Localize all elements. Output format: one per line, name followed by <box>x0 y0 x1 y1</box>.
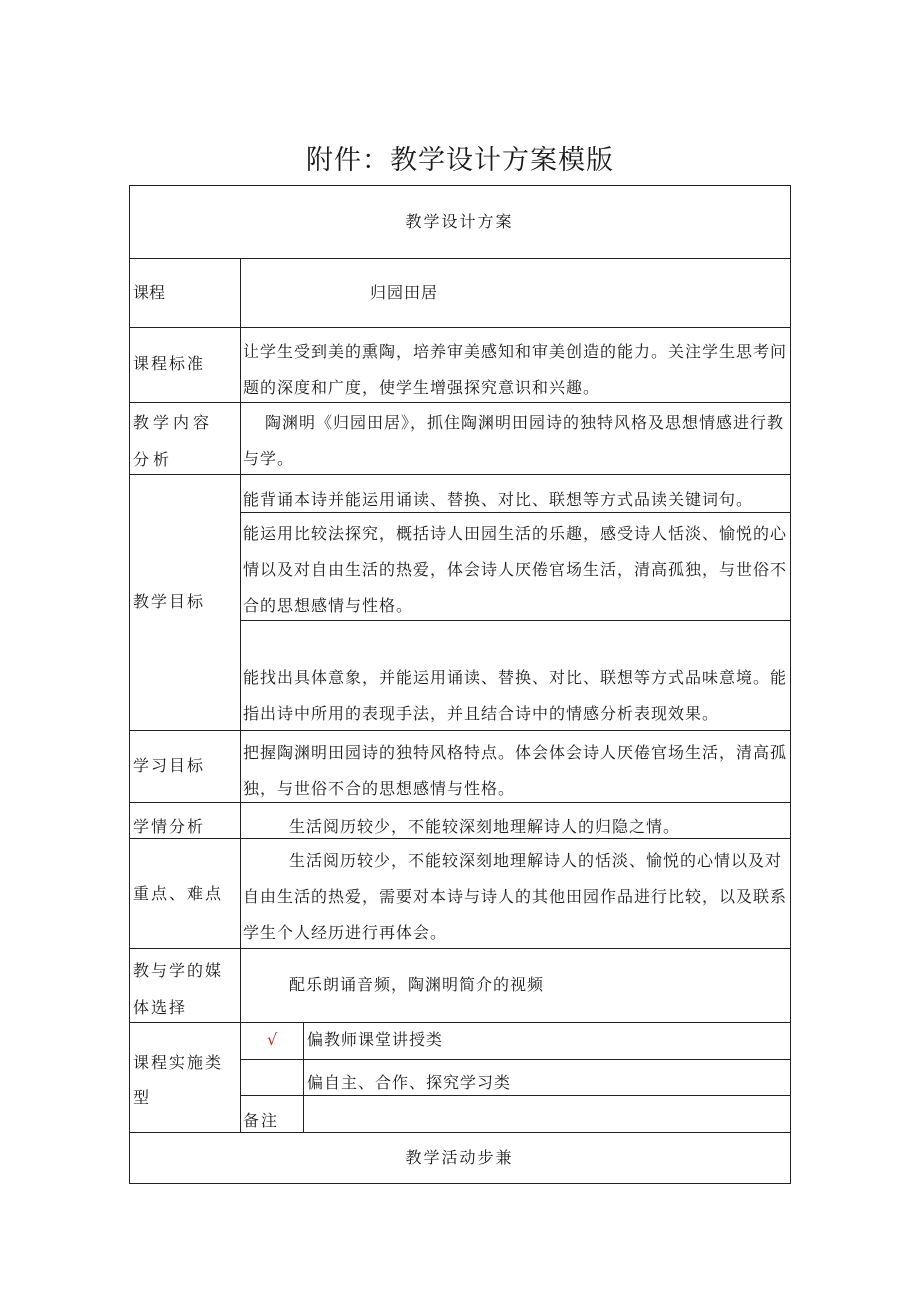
student-analysis-value: 生活阅历较少，不能较深刻地理解诗人的归隐之情。 <box>289 817 681 836</box>
standard-value: 让学生受到美的熏陶，培养审美感知和审美创造的能力。关注学生思考问题的深度和广度，使学生增强探究意识和兴趣。 <box>243 342 788 397</box>
row-divider <box>129 1132 790 1133</box>
content-label-line2: 分析 <box>133 450 174 469</box>
remark-label: 备注 <box>243 1111 280 1130</box>
row-divider <box>129 258 790 259</box>
learning-goals-label: 学习目标 <box>133 756 206 775</box>
media-value: 配乐朗诵音频，陶渊明简介的视频 <box>289 975 545 994</box>
check-mark-icon: √ <box>267 1030 278 1049</box>
teaching-goals-label: 教学目标 <box>133 592 206 611</box>
document-title: 附件：教学设计方案模版 <box>306 145 614 176</box>
column-divider <box>240 258 241 1132</box>
course-label: 课程 <box>133 283 166 302</box>
row-divider <box>129 327 790 328</box>
column-divider <box>303 1022 304 1132</box>
learning-goals-value: 把握陶渊明田园诗的独特风格特点。体会体会诗人厌倦官场生活，清高孤独，与世俗不合的思想感情与性格。 <box>243 743 788 798</box>
course-type-label-line1: 课程实施类 <box>133 1053 224 1072</box>
type-divider <box>240 1059 790 1060</box>
media-label-line1: 教与学的媒 <box>133 961 224 980</box>
course-value: 归园田居 <box>370 283 439 302</box>
teaching-goal-item: 能找出具体意象，并能运用诵读、替换、对比、联想等方式品味意境。能指出诗中所用的表现手法，并且结合诗中的情感分析表现效果。 <box>243 668 788 723</box>
key-points-value: 生活阅历较少，不能较深刻地理解诗人的恬淡、愉悦的心情以及对自由生活的热爱，需要对本诗与诗人的其他田园作品进行比较，以及联系学生个人经历进行再体会。 <box>243 851 788 942</box>
standard-label: 课程标准 <box>133 354 206 373</box>
key-points-label: 重点、难点 <box>133 884 224 903</box>
content-label-line1: 教学内容 <box>133 413 214 432</box>
teaching-goal-item: 能背诵本诗并能运用诵读、替换、对比、联想等方式品读关键词句。 <box>243 490 754 509</box>
teaching-goal-item: 能运用比较法探究，概括诗人田园生活的乐趣，感受诗人恬淡、愉悦的心情以及对自由生活的热爱，体会诗人厌倦官场生活，清高孤独，与世俗不合的思想感情与性格。 <box>243 524 788 615</box>
media-label-line2: 体选择 <box>133 998 188 1017</box>
content-value: 陶渊明《归园田居》，抓住陶渊明田园诗的独特风格及思想情感进行教与学。 <box>243 413 785 468</box>
course-type-option1: 偏教师课堂讲授类 <box>307 1030 444 1049</box>
table-heading: 教学设计方案 <box>405 212 514 231</box>
course-type-label-line2: 型 <box>133 1088 150 1107</box>
student-analysis-label: 学情分析 <box>133 817 206 836</box>
row-divider <box>129 1022 790 1023</box>
activity-steps-heading: 教学活动步兼 <box>405 1148 514 1167</box>
course-type-option2: 偏自主、合作、探究学习类 <box>307 1073 512 1092</box>
